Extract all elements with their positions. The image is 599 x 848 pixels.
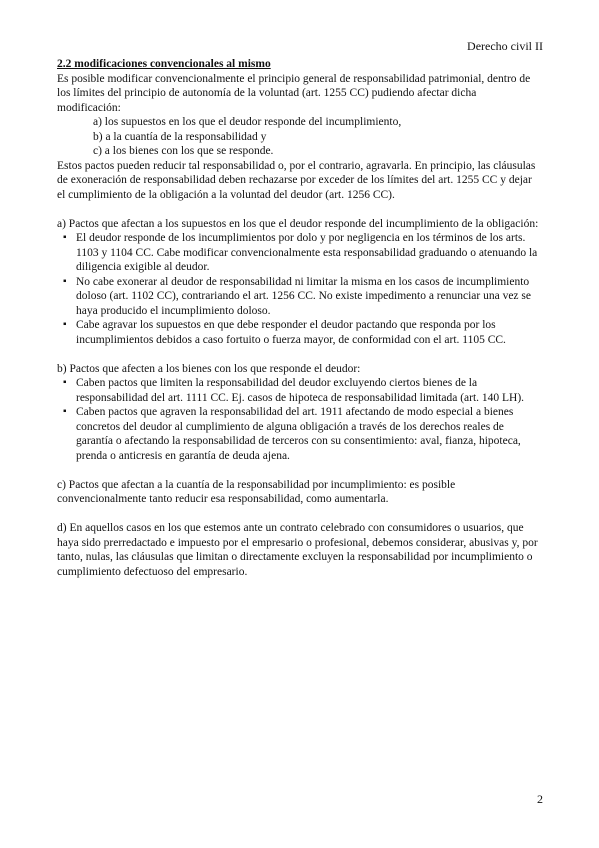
part-a-title: a) Pactos que afectan a los supuestos en los que el deudor responde del incumplimiento de la obligación: xyxy=(57,217,539,230)
header-course-title: Derecho civil II xyxy=(467,39,543,53)
list-item: ▪ No cabe exonerar al deudor de responsabilidad ni limitar la misma en los casos de incumplimiento doloso (art. 1102 CC), contrariando el art. 1256 CC. No existe impedimento a renunciar una vez se haya producido el incumplimiento doloso. xyxy=(76,275,539,319)
section-heading: 2.2 modificaciones convencionales al mismo xyxy=(57,58,271,70)
document-body xyxy=(57,57,539,579)
part-c-paragraph: c) Pactos que afectan a la cuantía de la responsabilidad por incumplimiento: es posible convencionalmente tanto reducir esa responsabilidad, como aumentarla. xyxy=(57,478,456,505)
list-item: ▪ Caben pactos que agraven la responsabilidad del art. 1911 afectando de modo especial a bienes concretos del deudor al cumplimiento de alguna obligación a través de los derechos reales de garantía o afectando la responsabilidad de terceros con su consentimiento: aval, fianza, hipoteca, prenda o anticresis en garantía de deuda ajena. xyxy=(76,405,539,463)
page-number: 2 xyxy=(537,792,543,806)
list-item: ▪ El deudor responde de los incumplimientos por dolo y por negligencia en los términos de los arts. 1103 y 1104 CC. Cabe modificar convencionalmente esta responsabilidad graduando o atenuando la diligencia exigible al deudor. xyxy=(76,231,539,275)
list-item: ▪ Cabe agravar los supuestos en que debe responder el deudor pactando que responda por los incumplimientos debidos a caso fortuito o fuerza mayor, de conformidad con el art. 1105 CC. xyxy=(76,318,539,347)
part-b-title: b) Pactos que afecten a los bienes con los que responde el deudor: xyxy=(57,362,361,375)
intro-paragraph: Es posible modificar convencionalmente el principio general de responsabilidad patrimonial, dentro de los límites del principio de autonomía de la voluntad (art. 1255 CC) pudiendo afectar dicha modificación: xyxy=(57,72,531,114)
part-a-list xyxy=(57,231,539,347)
paragraph: Estos pactos pueden reducir tal responsabilidad o, por el contrario, agravarla. En principio, las cláusulas de exoneración de responsabilidad deben rechazarse por exceder de los límites del art. 1255 CC y dejar el cumplimiento de la obligación a la voluntad del deudor (art. 1256 CC). xyxy=(57,159,536,201)
part-d-paragraph: d) En aquellos casos en los que estemos ante un contrato celebrado con consumidores o usuarios, que haya sido prerredactado e impuesto por el empresario o profesional, debemos considerar, abusivas y, por tanto, nulas, las cláusulas que limitan o directamente excluyen la responsabilidad por incumplimiento o cumplimiento defectuoso del empresario. xyxy=(57,522,538,578)
option-item: c) a los bienes con los que se responde. xyxy=(93,145,274,157)
part-b-list xyxy=(57,376,539,463)
list-item: ▪ Caben pactos que limiten la responsabilidad del deudor excluyendo ciertos bienes de la responsabilidad del art. 1111 CC. Ej. casos de hipoteca de responsabilidad limitada (art. 140 LH). xyxy=(76,376,539,405)
option-item: a) los supuestos en los que el deudor responde del incumplimiento, xyxy=(93,116,402,128)
option-item: b) a la cuantía de la responsabilidad y xyxy=(93,130,267,143)
